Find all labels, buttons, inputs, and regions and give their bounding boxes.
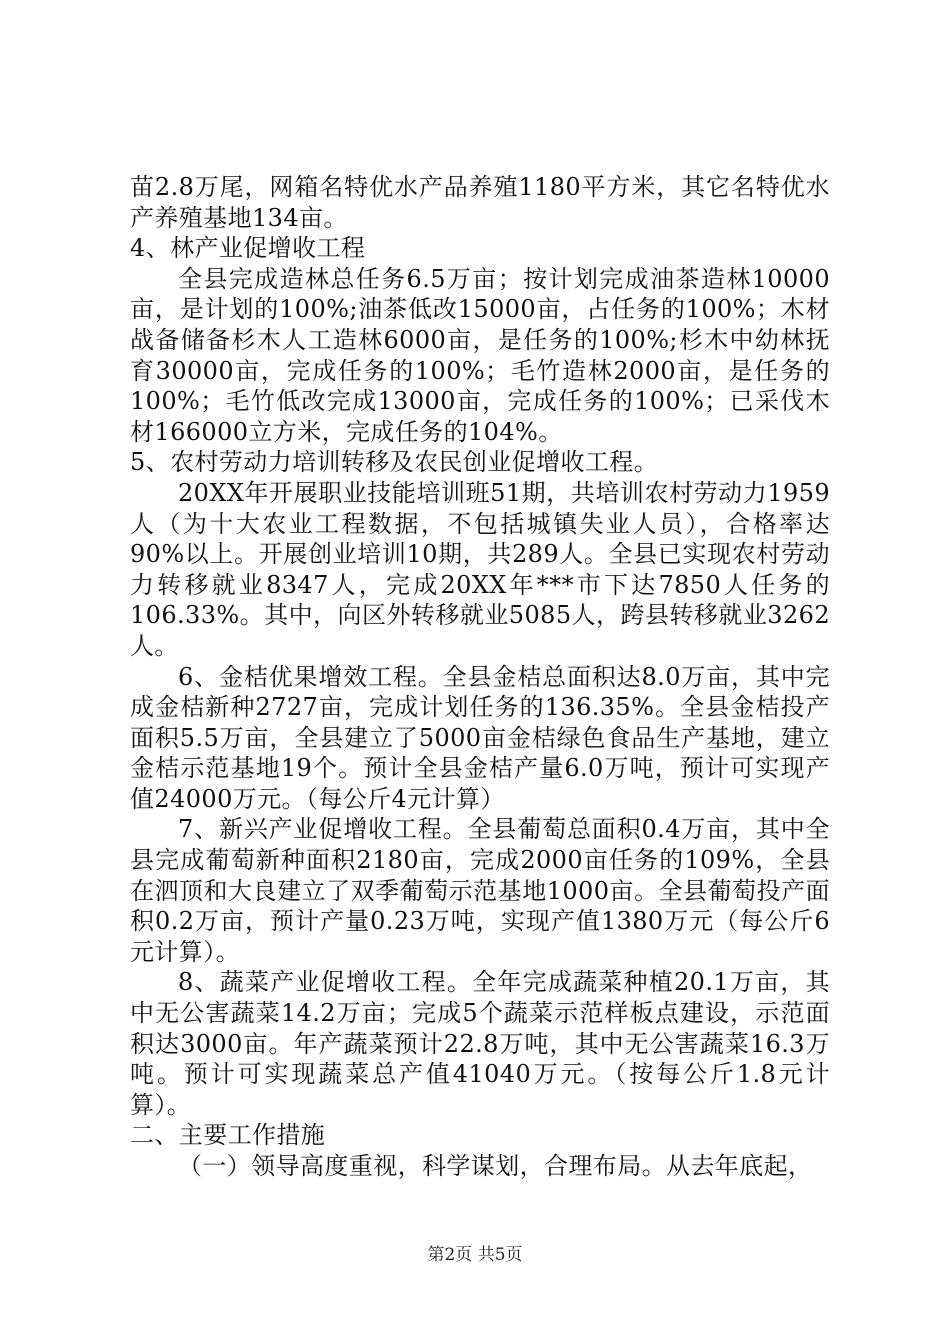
paragraph-kumquat: 6、金桔优果增效工程。全县金桔总面积达8.0万亩，其中完成金桔新种2727亩，完成计划任务的136.35%。全县金桔投产面积5.5万亩，全县建立了5000亩金桔绿色食品生产基地，建立金桔示范基地19个。预计全县金桔产量6.0万吨，预计可实现产值24000万元。（每公斤4元计算） [130, 662, 830, 813]
paragraph-labor-training: 20XX年开展职业技能培训班51期，共培训农村劳动力1959人（为十大农业工程数据，不包括城镇失业人员），合格率达90%以上。开展创业培训10期，共289人。全县已实现农村劳动力转移就业8347人，完成20XX年***市下达7850人任务的106.33%。其中，向区外转移就业5085人，跨县转移就业3262人。 [130, 478, 830, 660]
paragraph-grape: 7、新兴产业促增收工程。全县葡萄总面积0.4万亩，其中全县完成葡萄新种面积2180亩，完成2000亩任务的109%，全县在泗顶和大良建立了双季葡萄示范基地1000亩。全县葡萄投产面积0.2万亩，预计产量0.23万吨，实现产值1380万元（每公斤6元计算）。 [130, 815, 830, 966]
paragraph-measures-leadership: （一）领导高度重视，科学谋划，合理布局。从去年底起， [178, 1152, 813, 1180]
paragraph-forestry: 全县完成造林总任务6.5万亩；按计划完成油茶造林10000亩，是计划的100%;油茶低改15000亩，占任务的100%；木材战备储备杉木人工造林6000亩，是任务的100%;杉木中幼林抚育30000亩，完成任务的100%；毛竹造林2000亩，是任务的100%；毛竹低改完成13000亩，完成任务的100%；已采伐木材166000立方米，完成任务的104%。 [130, 264, 830, 446]
page-footer [0, 1244, 950, 1266]
page-number-label: 第2页 共5页 [427, 1245, 523, 1265]
document-body [130, 172, 830, 1182]
section-heading-main-measures: 二、主要工作措施 [130, 1121, 326, 1150]
section-heading-labor-training: 5、农村劳动力培训转移及农民创业促增收工程。 [130, 448, 659, 477]
paragraph-aquaculture-continued: 苗2.8万尾，网箱名特优水产品养殖1180平方米，其它名特优水产养殖基地134亩。 [130, 173, 830, 232]
paragraph-vegetables: 8、蔬菜产业促增收工程。全年完成蔬菜种植20.1万亩，其中无公害蔬菜14.2万亩；完成5个蔬菜示范样板点建设，示范面积达3000亩。年产蔬菜预计22.8万吨，其中无公害蔬菜16.3万吨。预计可实现蔬菜总产值41040万元。（按每公斤1.8元计算）。 [130, 968, 830, 1119]
section-heading-forestry: 4、林产业促增收工程 [130, 234, 366, 263]
